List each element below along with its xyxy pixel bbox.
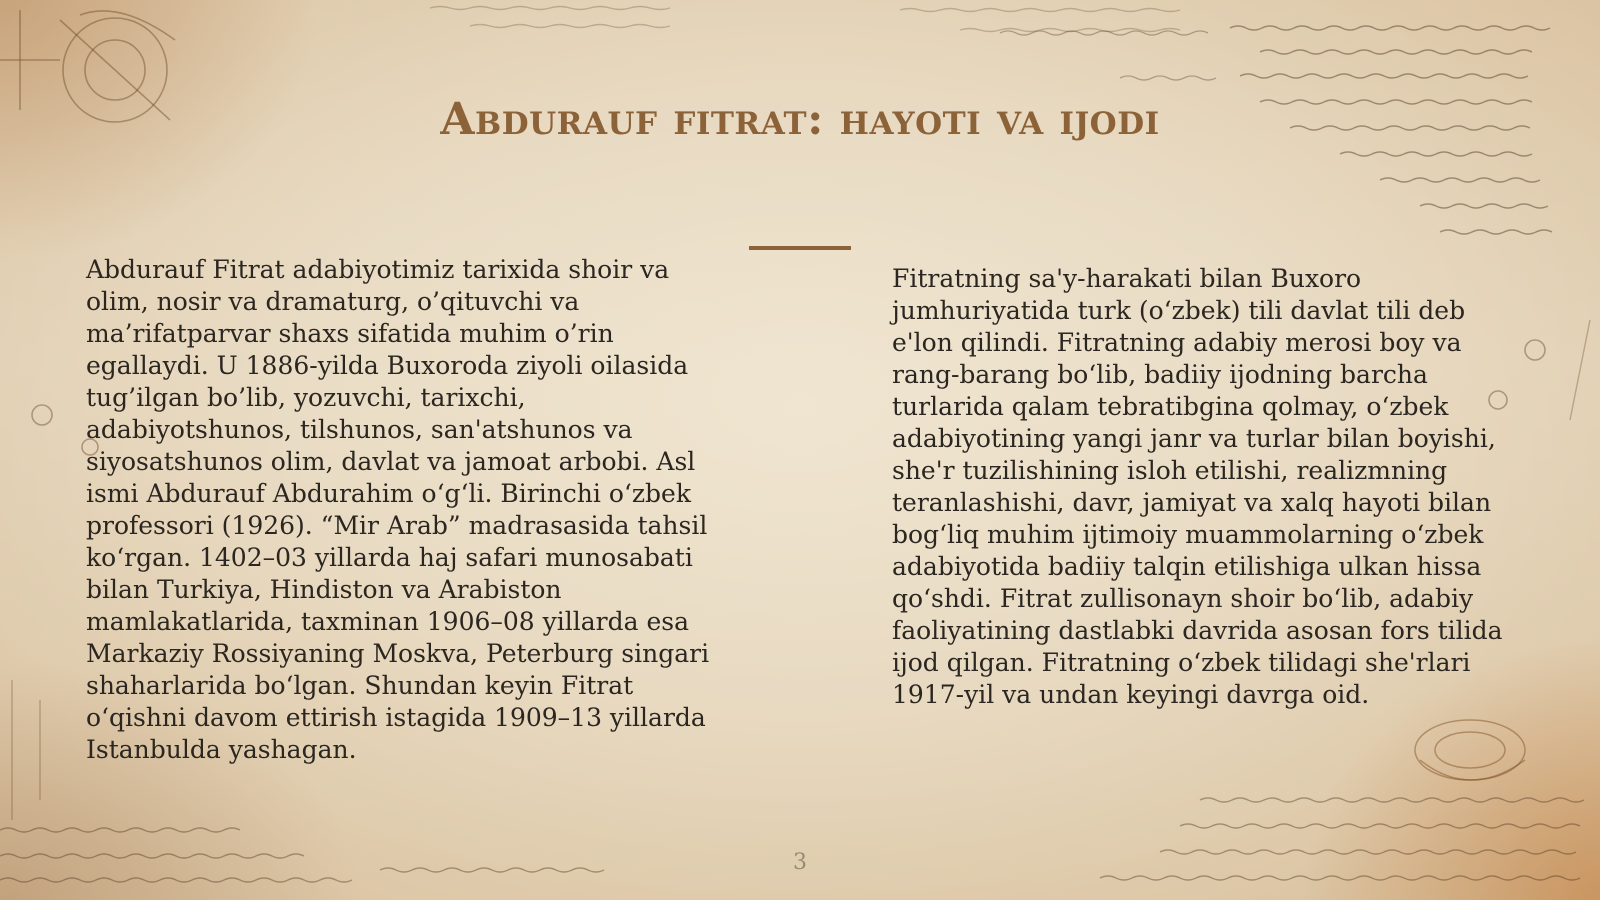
slide-title: Abdurauf fitrat: hayoti va ijodi	[440, 94, 1160, 145]
page-number: 3	[793, 850, 807, 875]
right-text-column: Fitratning sa'y-harakati bilan Buxoro jumhuriyatida turk (o‘zbek) tili davlat tili deb e'lon qilindi. Fitratning adabiy merosi boy va rang-barang bo‘lib, badiiy ijodning barcha turlarida qalam tebratibgina qolmay, o‘zbek adabiyotining yangi janr va turlar bilan boyishi, she'r tuzilishining isloh etilishi, realizmning teranlashishi, davr, jamiyat va xalq hayoti bilan bog‘liq muhim ijtimoiy muammolarning o‘zbek adabiyotida badiiy talqin etilishiga ulkan hissa qo‘shdi. Fitrat zullisonayn shoir bo‘lib, adabiy faoliyatining dastlabki davrida asosan fors tilida ijod qilgan. Fitratning o‘zbek tilidagi she'rlari 1917-yil va undan keyingi davrga oid.	[892, 264, 1503, 709]
left-text-column: Abdurauf Fitrat adabiyotimiz tarixida shoir va olim, nosir va dramaturg, o’qituvchi va ma’rifatparvar shaxs sifatida muhim o’rin egallaydi. U 1886-yilda Buxoroda ziyoli oilasida tug’ilgan bo’lib, yozuvchi, tarixchi, adabiyotshunos, tilshunos, san'atshunos va siyosatshunos olim, davlat va jamoat arbobi. Asl ismi Abdurauf Abdurahim o‘g‘li. Birinchi o‘zbek professori (1926). “Mir Arab” madrasasida tahsil ko‘rgan. 1402–03 yillarda haj safari munosabati bilan Turkiya, Hindiston va Arabiston mamlakatlarida, taxminan 1906–08 yillarda esa Markaziy Rossiyaning Moskva, Peterburg singari shaharlarida bo‘lgan. Shundan keyin Fitrat o‘qishni davom ettirish istagida 1909–13 yillarda Istanbulda yashagan.	[86, 255, 710, 764]
title-divider	[749, 246, 851, 250]
